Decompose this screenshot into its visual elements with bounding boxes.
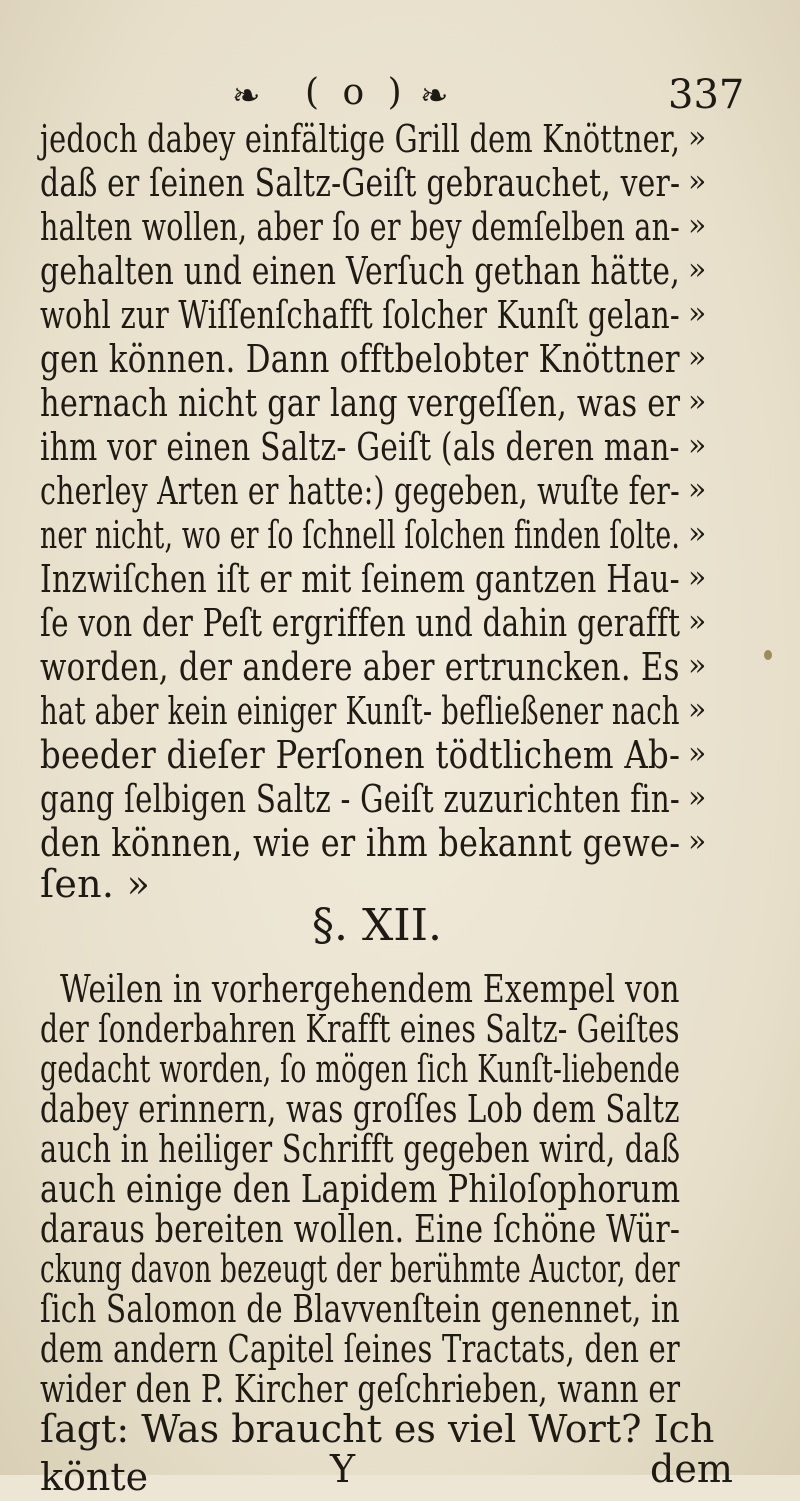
section-heading: §. XII. — [312, 900, 443, 951]
paper-stain — [764, 650, 772, 660]
quote-mark: » — [688, 340, 707, 375]
text-line: ſe von der Peſt ergriffen und dahin gerafft — [40, 601, 681, 645]
quote-mark: » — [688, 208, 707, 243]
text-line: gen können. Dann offtbelobter Knöttner — [40, 337, 680, 381]
quote-mark: » — [688, 516, 707, 551]
text-line: halten wollen, aber ſo er bey demſelben an- — [40, 205, 681, 249]
quote-mark: » — [688, 560, 707, 595]
text-line: Weilen in vorhergehendem Exempel von — [60, 967, 680, 1011]
text-line: gedacht worden, ſo mögen ſich Kunſt-liebende — [40, 1047, 681, 1091]
text-line: dem andern Capitel ſeines Tractats, den er — [40, 1327, 680, 1371]
quote-mark: » — [688, 384, 707, 419]
text-line: wohl zur Wiſſenſchafft ſolcher Kunſt gelan- — [40, 293, 680, 337]
text-line: ſich Salomon de Blavvenſtein genennet, in — [40, 1287, 680, 1331]
quote-mark: » — [688, 780, 707, 815]
ornament-left-icon: ❧ — [232, 76, 261, 116]
signature-mark: Y — [330, 1447, 356, 1491]
text-line: ſagt: Was braucht es viel Wort? Ich könte — [40, 1407, 715, 1499]
text-line: wider den P. Kircher geſchrieben, wann er — [40, 1367, 681, 1411]
text-line: beeder dieſer Perſonen tödtlichem Ab- — [40, 733, 681, 777]
quote-mark: » — [688, 164, 707, 199]
quote-mark: » — [688, 428, 707, 463]
quote-mark: » — [688, 824, 707, 859]
text-line: der ſonderbahren Krafft eines Saltz- Geiſtes — [40, 1007, 680, 1051]
running-title: ( o ) — [305, 72, 408, 113]
text-line: auch in heiliger Schrifft gegeben wird, daß — [40, 1127, 681, 1171]
page-header — [0, 58, 800, 118]
text-line: ſen. » — [40, 862, 151, 906]
text-line: Inzwiſchen iſt er mit ſeinem gantzen Hau- — [40, 557, 680, 601]
text-line: hat aber kein einiger Kunſt- befließener nach — [40, 689, 680, 733]
text-line: dabey erinnern, was groſſes Lob dem Saltz — [40, 1087, 680, 1131]
quote-mark: » — [688, 692, 707, 727]
quote-mark: » — [688, 648, 707, 683]
text-line: jedoch dabey einfältige Grill dem Knöttner, — [40, 117, 681, 161]
text-line: ner nicht, wo er ſo ſchnell ſolchen finden ſolte. — [40, 513, 681, 557]
text-line: ihm vor einen Saltz- Geiſt (als deren man- — [40, 425, 680, 469]
text-line: hernach nicht gar lang vergeſſen, was er — [40, 381, 681, 425]
quote-mark: » — [688, 736, 707, 771]
text-line: worden, der andere aber ertruncken. Es — [40, 645, 680, 689]
text-line: ckung davon bezeugt der berühmte Auctor, der — [40, 1247, 680, 1291]
text-line: gang ſelbigen Saltz - Geiſt zuzurichten fin- — [40, 777, 681, 821]
quote-mark: » — [688, 252, 707, 287]
text-line: daraus bereiten wollen. Eine ſchöne Wür- — [40, 1207, 681, 1251]
text-line: cherley Arten er hatte:) gegeben, wuſte fer- — [40, 469, 680, 513]
quote-mark: » — [688, 472, 707, 507]
quote-mark: » — [688, 296, 707, 331]
quote-mark: » — [688, 604, 707, 639]
text-line: den können, wie er ihm bekannt gewe- — [40, 821, 681, 865]
text-line: auch einige den Lapidem Philoſophorum — [40, 1167, 681, 1211]
text-line: gehalten und einen Verſuch gethan hätte, — [40, 249, 680, 293]
catchword: dem — [650, 1447, 733, 1491]
quote-mark: » — [688, 120, 707, 155]
ornament-right-icon: ❧ — [420, 76, 449, 116]
text-line: daß er ſeinen Saltz-Geiſt gebrauchet, ver- — [40, 161, 681, 205]
page-number: 337 — [668, 72, 745, 118]
